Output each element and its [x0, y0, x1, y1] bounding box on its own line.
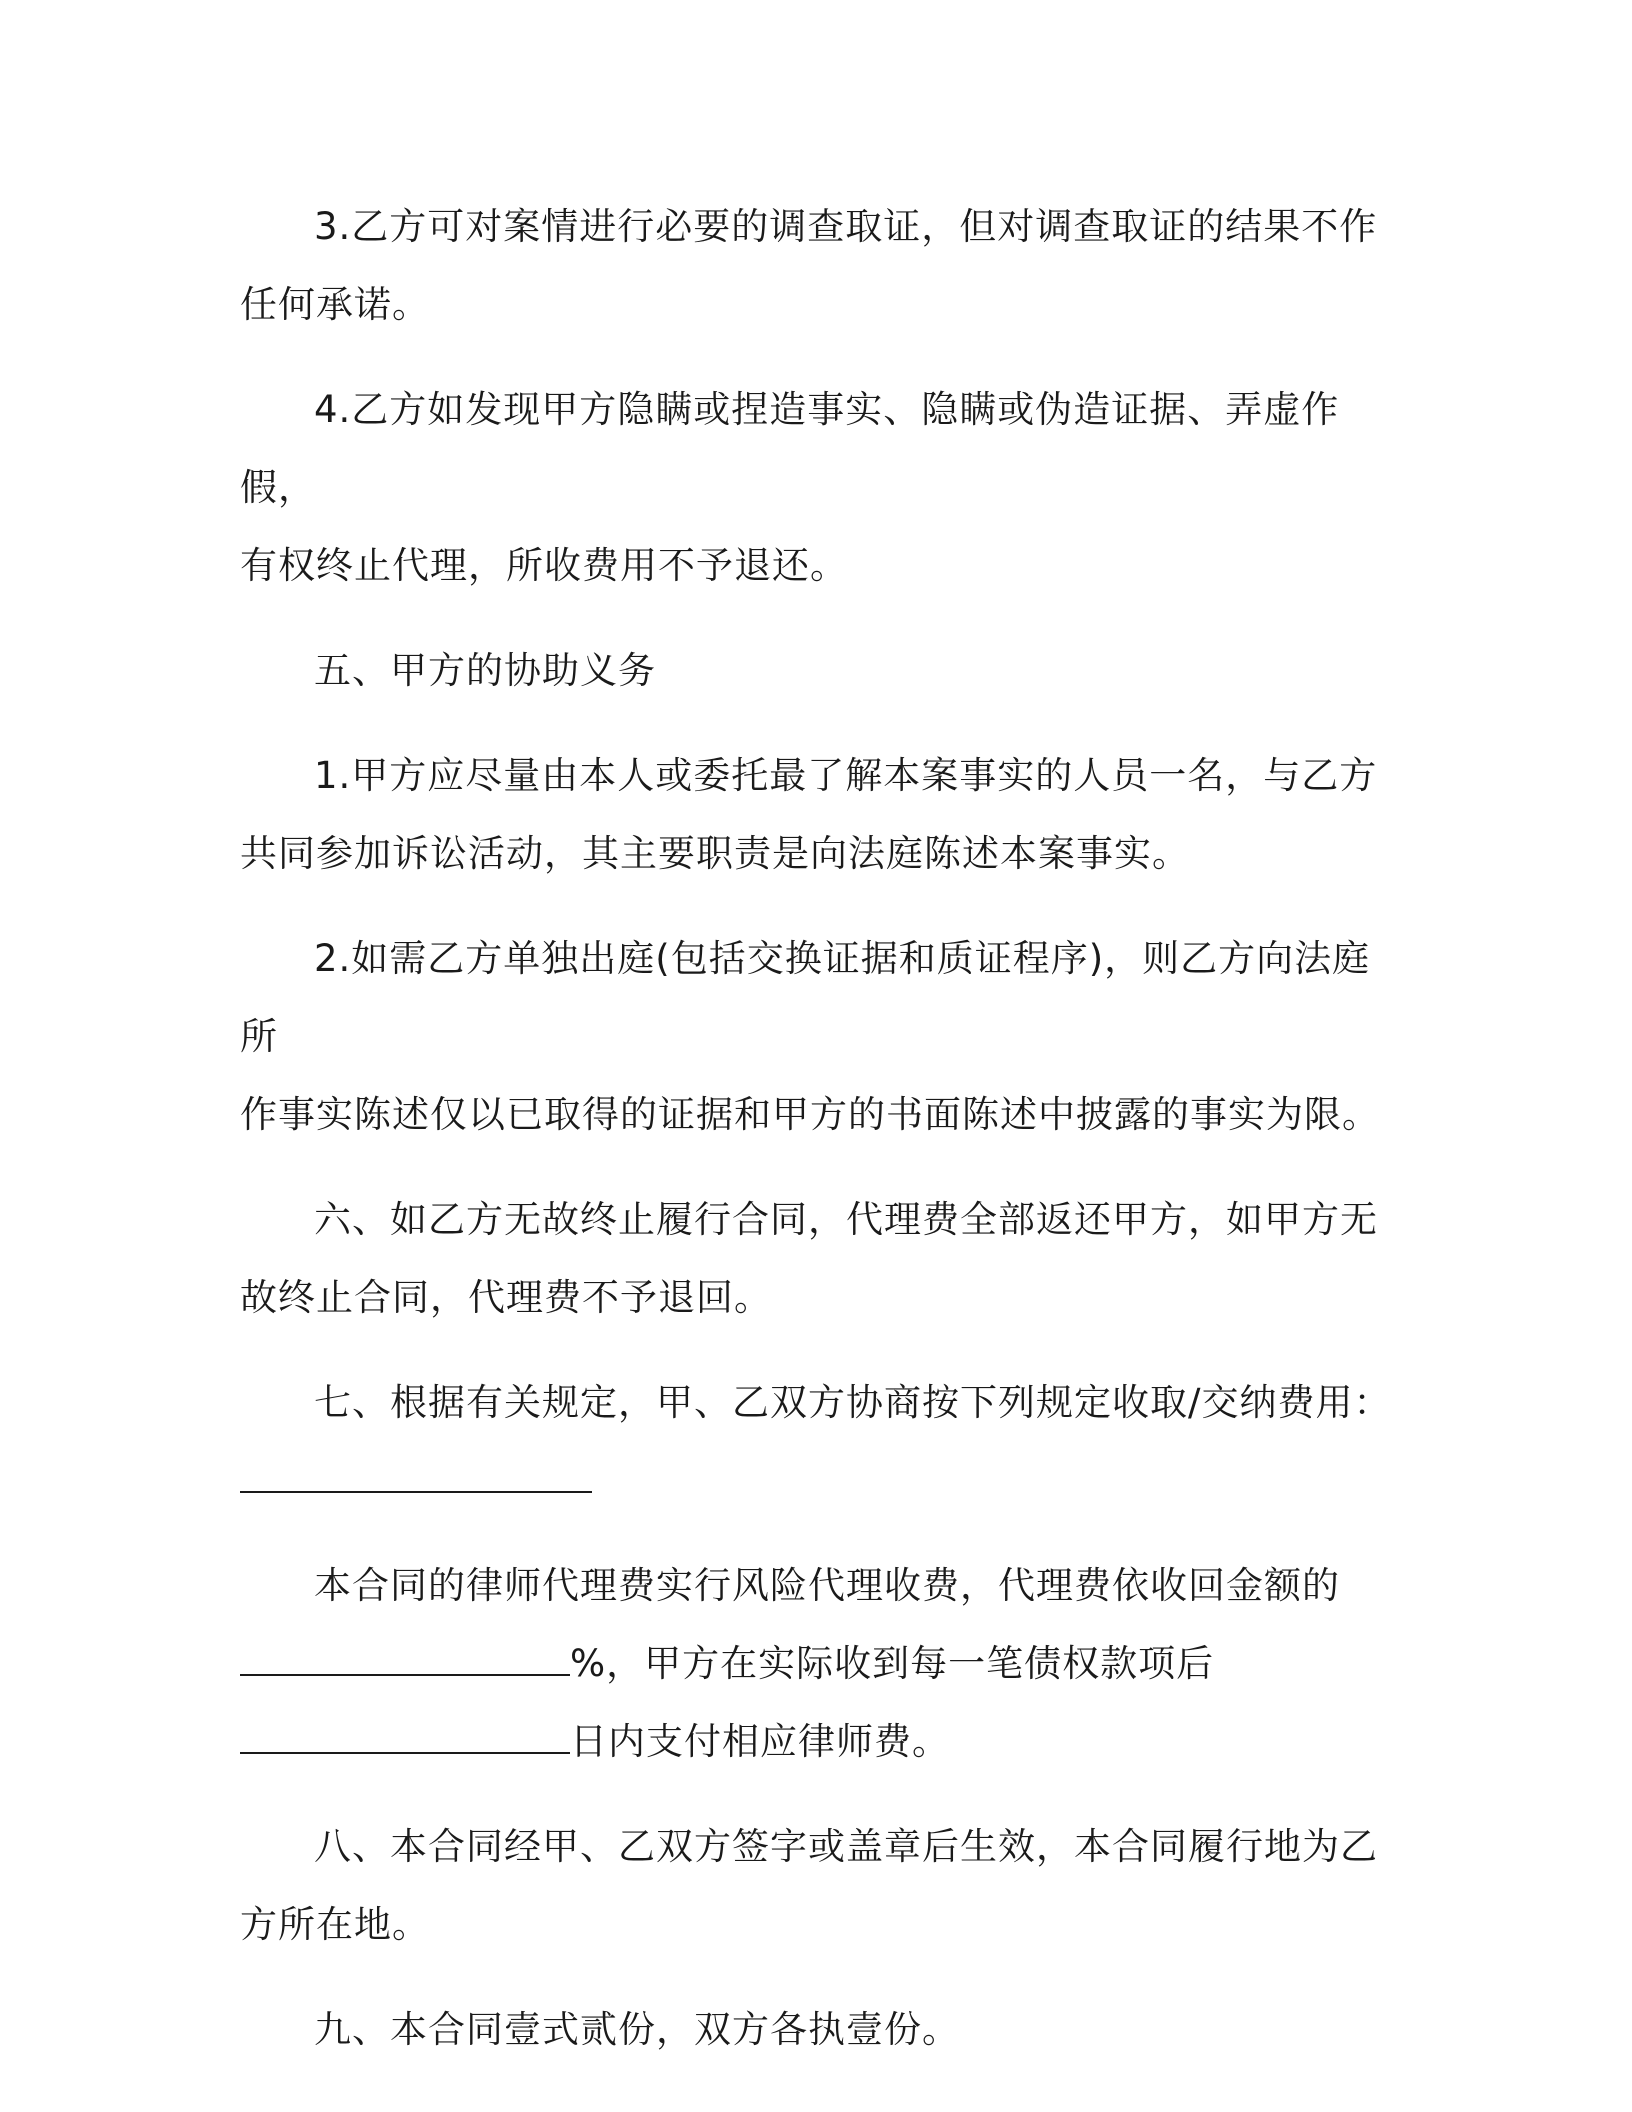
fee-clause-line-2	[240, 1625, 1400, 1703]
section-5-clause-2	[240, 920, 1400, 1154]
section-5-clause-2-line-1: 2.如需乙方单独出庭(包括交换证据和质证程序)，则乙方向法庭所	[240, 937, 1371, 1058]
section-5-clause-1-line-2: 共同参加诉讼活动，其主要职责是向法庭陈述本案事实。	[240, 832, 1190, 875]
clause-4-line-1: 4.乙方如发现甲方隐瞒或捏造事实、隐瞒或伪造证据、弄虚作假，	[240, 388, 1340, 509]
contract-body	[240, 188, 1400, 2096]
clause-3-investigation	[240, 188, 1400, 344]
risk-agency-fee-clause	[240, 1547, 1400, 1781]
fee-clause-line-3-text: 日内支付相应律师费。	[570, 1720, 950, 1763]
section-9	[240, 1991, 1400, 2069]
percentage-blank-field[interactable]	[240, 1644, 570, 1676]
clause-4-termination	[240, 371, 1400, 605]
section-6-line-1: 六、如乙方无故终止履行合同，代理费全部返还甲方，如甲方无	[314, 1198, 1378, 1241]
section-9-line-1: 九、本合同壹式贰份，双方各执壹份。	[314, 2008, 960, 2051]
clause-3-line-1: 3.乙方可对案情进行必要的调查取证，但对调查取证的结果不作	[314, 205, 1378, 248]
section-5-clause-2-line-2: 作事实陈述仅以已取得的证据和甲方的书面陈述中披露的事实为限。	[240, 1093, 1380, 1136]
fee-blank-field[interactable]	[240, 1461, 592, 1493]
section-8-line-2: 方所在地。	[240, 1903, 430, 1946]
section-7	[240, 1364, 1400, 1520]
section-8	[240, 1808, 1400, 1964]
section-8-line-1: 八、本合同经甲、乙双方签字或盖章后生效，本合同履行地为乙	[314, 1825, 1378, 1868]
clause-3-line-2: 任何承诺。	[240, 283, 430, 326]
section-6	[240, 1181, 1400, 1337]
section-7-blank-line	[240, 1442, 1400, 1520]
fee-clause-line-1: 本合同的律师代理费实行风险代理收费，代理费依收回金额的	[314, 1564, 1340, 1607]
section-5-clause-1	[240, 737, 1400, 893]
section-5-heading	[240, 632, 1400, 710]
fee-clause-line-2-text: %，甲方在实际收到每一笔债权款项后	[570, 1642, 1215, 1685]
section-6-line-2: 故终止合同，代理费不予退回。	[240, 1276, 772, 1319]
clause-4-line-2: 有权终止代理，所收费用不予退还。	[240, 544, 848, 587]
section-5-clause-1-line-1: 1.甲方应尽量由本人或委托最了解本案事实的人员一名，与乙方	[314, 754, 1378, 797]
fee-clause-line-3	[240, 1703, 1400, 1781]
days-blank-field[interactable]	[240, 1722, 570, 1754]
section-5-title: 五、甲方的协助义务	[314, 649, 656, 692]
section-7-line-1: 七、根据有关规定，甲、乙双方协商按下列规定收取/交纳费用：	[314, 1381, 1392, 1424]
